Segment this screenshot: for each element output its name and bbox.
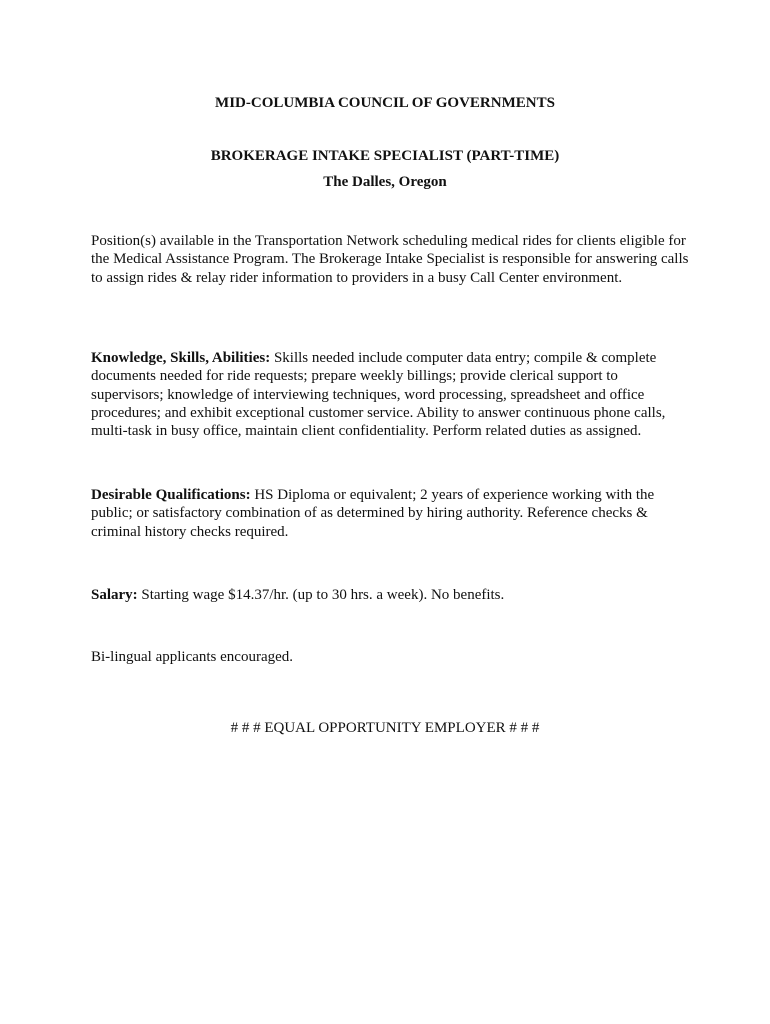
ksa-label: Knowledge, Skills, Abilities:	[91, 350, 271, 366]
job-title-heading: BROKERAGE INTAKE SPECIALIST (PART-TIME)	[210, 148, 560, 164]
location-heading: The Dalles, Oregon	[323, 174, 447, 190]
ksa-text: Skills needed include computer data entry; compile & complete documents needed for ride requests; prepare weekly billings; provide clerical support to supervisors; knowledge of interviewing techniques, word processing, spreadsheet and office procedures; and exhibit exceptional customer service. Ability to answer continuous phone calls, multi-task in busy office, maintain client confidentiality. Perform related duties as assigned.	[91, 350, 666, 440]
equal-opportunity-footer: # # # EQUAL OPPORTUNITY EMPLOYER # # #	[230, 720, 540, 736]
qualifications-label: Desirable Qualifications:	[91, 487, 251, 503]
organization-heading: MID-COLUMBIA COUNCIL OF GOVERNMENTS	[215, 95, 555, 111]
intro-paragraph: Position(s) available in the Transportation Network scheduling medical rides for clients eligible for the Medical Assistance Program. The Brokerage Intake Specialist is responsible for answering calls to assign rides & relay rider information to providers in a busy Call Center environment.	[91, 233, 689, 286]
qualifications-paragraph	[91, 486, 691, 541]
salary-text: Starting wage $14.37/hr. (up to 30 hrs. a week). No benefits.	[137, 587, 505, 603]
salary-label: Salary:	[91, 587, 138, 603]
qualifications-text: HS Diploma or equivalent; 2 years of experience working with the public; or satisfactory combination of as determined by hiring authority. Reference checks & criminal history checks required.	[91, 487, 655, 540]
ksa-paragraph	[91, 349, 691, 440]
bilingual-paragraph: Bi-lingual applicants encouraged.	[91, 649, 294, 665]
salary-paragraph	[91, 586, 691, 604]
